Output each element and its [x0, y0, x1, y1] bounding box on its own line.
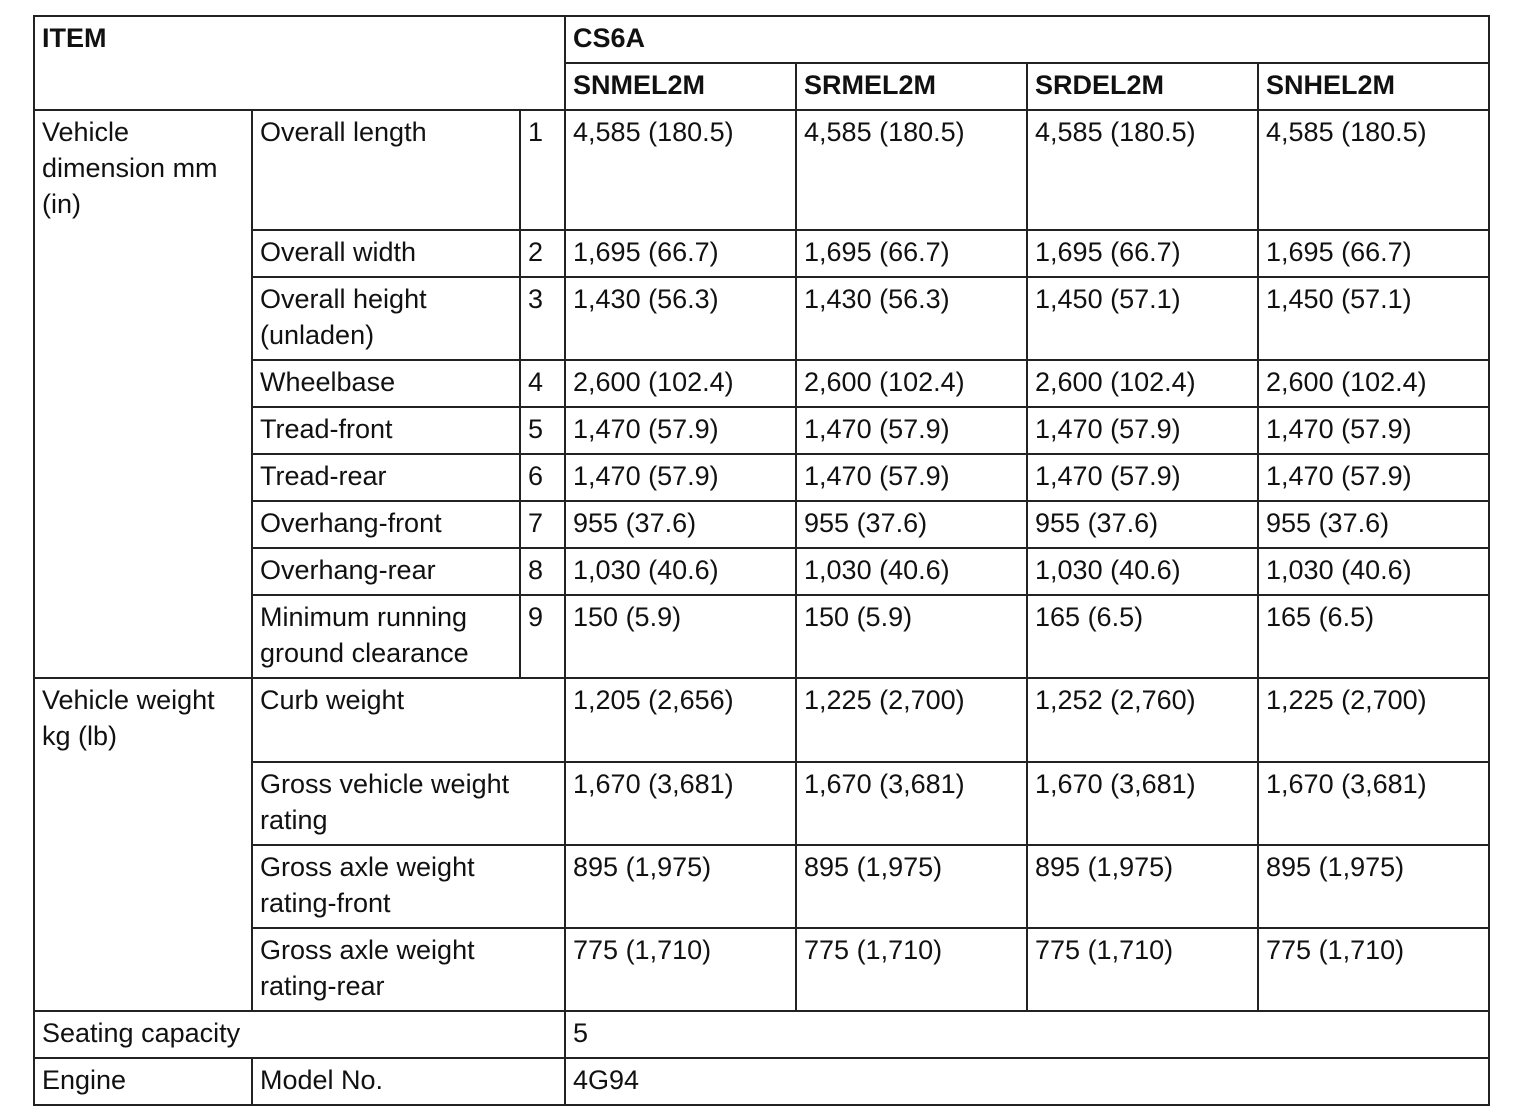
table-row	[34, 230, 1489, 277]
engine-model-value: 4G94	[565, 1058, 1489, 1105]
value-cell: 1,670 (3,681)	[1258, 762, 1489, 845]
table-row	[34, 762, 1489, 845]
value-cell: 1,450 (57.1)	[1258, 277, 1489, 360]
value-cell: 1,470 (57.9)	[796, 407, 1027, 454]
table-row	[34, 501, 1489, 548]
value-cell: 1,470 (57.9)	[1027, 454, 1258, 501]
row-number: 6	[520, 454, 565, 501]
model-header: SNMEL2M	[565, 63, 796, 110]
model-header: SRDEL2M	[1027, 63, 1258, 110]
value-cell: 775 (1,710)	[796, 928, 1027, 1011]
row-label: Gross axle weight rating-rear	[252, 928, 565, 1011]
spec-table	[33, 15, 1490, 1106]
value-cell: 4,585 (180.5)	[1027, 110, 1258, 230]
value-cell: 1,470 (57.9)	[565, 407, 796, 454]
value-cell: 1,252 (2,760)	[1027, 678, 1258, 762]
value-cell: 955 (37.6)	[1258, 501, 1489, 548]
value-cell: 1,430 (56.3)	[565, 277, 796, 360]
weight-category: Vehicle weight kg (lb)	[34, 678, 252, 1011]
value-cell: 1,030 (40.6)	[1258, 548, 1489, 595]
table-row	[34, 595, 1489, 678]
value-cell: 1,670 (3,681)	[1027, 762, 1258, 845]
value-cell: 150 (5.9)	[796, 595, 1027, 678]
row-number: 8	[520, 548, 565, 595]
value-cell: 1,030 (40.6)	[796, 548, 1027, 595]
value-cell: 1,030 (40.6)	[1027, 548, 1258, 595]
dimension-category: Vehicle dimension mm (in)	[34, 110, 252, 678]
value-cell: 775 (1,710)	[565, 928, 796, 1011]
value-cell: 895 (1,975)	[796, 845, 1027, 928]
value-cell: 775 (1,710)	[1258, 928, 1489, 1011]
row-label: Overhang-rear	[252, 548, 520, 595]
row-label: Overall width	[252, 230, 520, 277]
table-row	[34, 407, 1489, 454]
value-cell: 955 (37.6)	[796, 501, 1027, 548]
table-row	[34, 1011, 1489, 1058]
model-header: SNHEL2M	[1258, 63, 1489, 110]
value-cell: 895 (1,975)	[565, 845, 796, 928]
value-cell: 955 (37.6)	[1027, 501, 1258, 548]
value-cell: 1,695 (66.7)	[565, 230, 796, 277]
row-number: 5	[520, 407, 565, 454]
row-label: Gross axle weight rating-front	[252, 845, 565, 928]
engine-model-label: Model No.	[252, 1058, 565, 1105]
value-cell: 1,205 (2,656)	[565, 678, 796, 762]
row-label: Tread-front	[252, 407, 520, 454]
value-cell: 955 (37.6)	[565, 501, 796, 548]
table-row	[34, 454, 1489, 501]
value-cell: 165 (6.5)	[1258, 595, 1489, 678]
row-number: 1	[520, 110, 565, 230]
table-row	[34, 678, 1489, 762]
value-cell: 1,470 (57.9)	[796, 454, 1027, 501]
table-row	[34, 845, 1489, 928]
table-row	[34, 548, 1489, 595]
value-cell: 775 (1,710)	[1027, 928, 1258, 1011]
table-row	[34, 1058, 1489, 1105]
row-label: Curb weight	[252, 678, 565, 762]
seating-value: 5	[565, 1011, 1489, 1058]
value-cell: 2,600 (102.4)	[1258, 360, 1489, 407]
value-cell: 165 (6.5)	[1027, 595, 1258, 678]
value-cell: 1,470 (57.9)	[565, 454, 796, 501]
row-number: 2	[520, 230, 565, 277]
value-cell: 1,470 (57.9)	[1027, 407, 1258, 454]
table-row	[34, 277, 1489, 360]
value-cell: 2,600 (102.4)	[796, 360, 1027, 407]
value-cell: 1,695 (66.7)	[1258, 230, 1489, 277]
value-cell: 4,585 (180.5)	[1258, 110, 1489, 230]
item-header: ITEM	[34, 16, 565, 110]
row-number: 3	[520, 277, 565, 360]
value-cell: 1,695 (66.7)	[796, 230, 1027, 277]
row-label: Overall length	[252, 110, 520, 230]
model-header: SRMEL2M	[796, 63, 1027, 110]
table-row	[34, 360, 1489, 407]
value-cell: 1,430 (56.3)	[796, 277, 1027, 360]
value-cell: 1,670 (3,681)	[565, 762, 796, 845]
table-row	[34, 110, 1489, 230]
row-label: Wheelbase	[252, 360, 520, 407]
value-cell: 1,670 (3,681)	[796, 762, 1027, 845]
header-row-1	[34, 16, 1489, 63]
value-cell: 2,600 (102.4)	[1027, 360, 1258, 407]
row-number: 7	[520, 501, 565, 548]
value-cell: 895 (1,975)	[1258, 845, 1489, 928]
row-label: Gross vehicle weight rating	[252, 762, 565, 845]
value-cell: 895 (1,975)	[1027, 845, 1258, 928]
row-label: Overhang-front	[252, 501, 520, 548]
row-number: 9	[520, 595, 565, 678]
value-cell: 4,585 (180.5)	[796, 110, 1027, 230]
value-cell: 1,695 (66.7)	[1027, 230, 1258, 277]
value-cell: 4,585 (180.5)	[565, 110, 796, 230]
table-row	[34, 928, 1489, 1011]
value-cell: 1,225 (2,700)	[796, 678, 1027, 762]
value-cell: 1,450 (57.1)	[1027, 277, 1258, 360]
engine-category: Engine	[34, 1058, 252, 1105]
row-label: Minimum running ground clearance	[252, 595, 520, 678]
value-cell: 1,030 (40.6)	[565, 548, 796, 595]
row-label: Tread-rear	[252, 454, 520, 501]
row-number: 4	[520, 360, 565, 407]
seating-label: Seating capacity	[34, 1011, 565, 1058]
row-label: Overall height (unladen)	[252, 277, 520, 360]
value-cell: 150 (5.9)	[565, 595, 796, 678]
value-cell: 1,470 (57.9)	[1258, 454, 1489, 501]
value-cell: 1,225 (2,700)	[1258, 678, 1489, 762]
model-group-header: CS6A	[565, 16, 1489, 63]
value-cell: 1,470 (57.9)	[1258, 407, 1489, 454]
value-cell: 2,600 (102.4)	[565, 360, 796, 407]
